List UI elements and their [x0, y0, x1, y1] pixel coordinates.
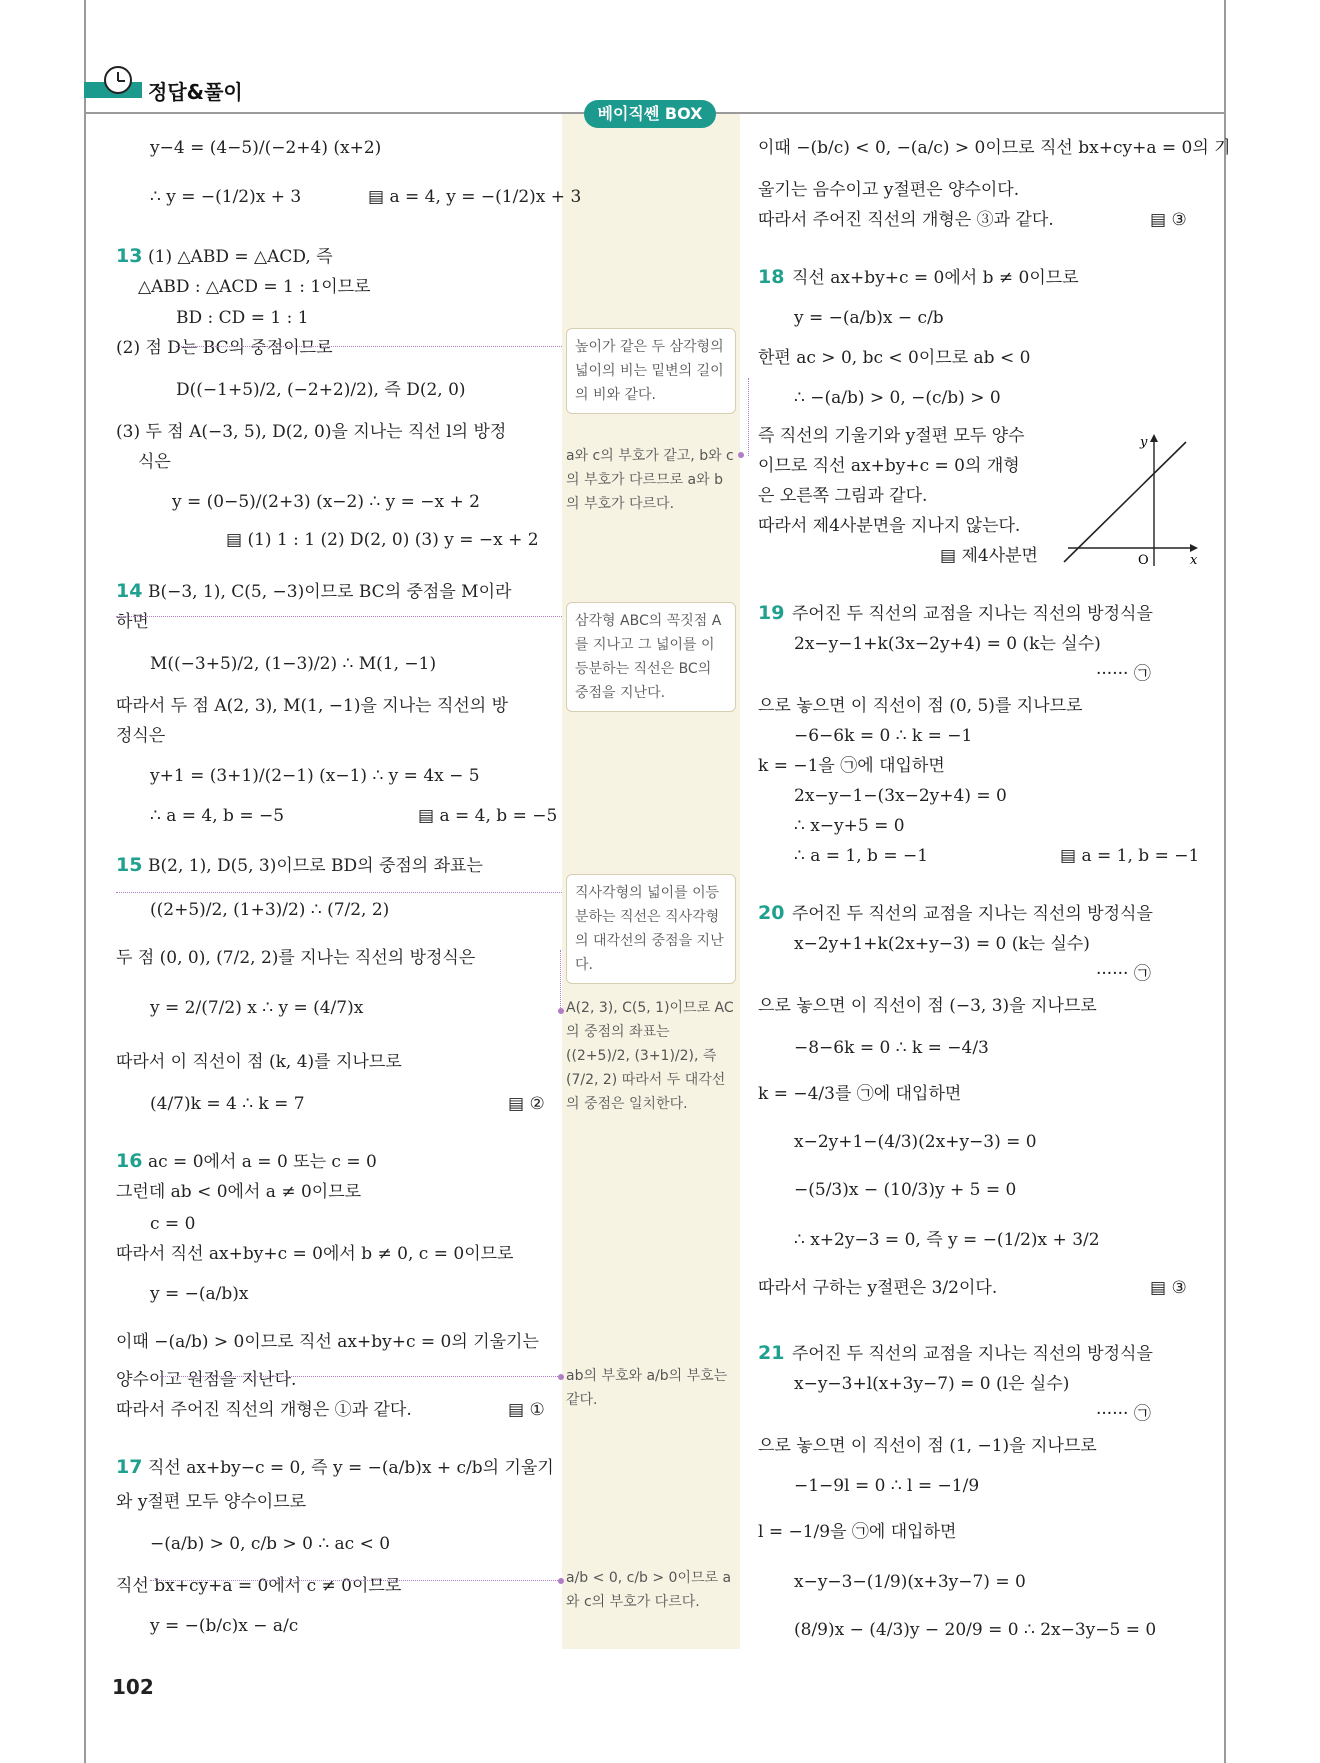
- solution-line: 양수이고 원점을 지난다.: [116, 1370, 297, 1390]
- solution-line: ······ ㉠: [1096, 1404, 1151, 1424]
- solution-line: 따라서 직선 ax+by+c = 0에서 b ≠ 0, c = 0이므로: [116, 1244, 514, 1264]
- x-axis-arrow-icon: [1190, 544, 1198, 552]
- answer-mark: ▤ (1) 1 : 1 (2) D(2, 0) (3) y = −x + 2: [226, 530, 539, 550]
- solution-line: ∴ y = −(1/2)x + 3: [150, 187, 302, 207]
- answer-mark: ▤ a = 1, b = −1: [1060, 846, 1200, 866]
- answer-mark: ▤ ③: [1150, 1278, 1187, 1298]
- solution-line: y = −(a/b)x: [150, 1284, 249, 1304]
- y-axis-label: y: [1140, 435, 1148, 450]
- answer-mark: ▤ a = 4, y = −(1/2)x + 3: [368, 187, 582, 207]
- solution-line: ······ ㉠: [1096, 664, 1151, 684]
- solution-line: 직선 ax+by−c = 0, 즉 y = −(a/b)x + c/b의 기울기: [148, 1458, 554, 1478]
- page-left-border: [84, 0, 86, 1763]
- answer-mark: ▤ a = 4, b = −5: [418, 806, 558, 826]
- side-note: ab의 부호와 a/b의 부호는 같다.: [566, 1368, 728, 1408]
- solution-line: ac = 0에서 a = 0 또는 c = 0: [148, 1152, 377, 1172]
- solution-line: k = −1을 ㉠에 대입하면: [758, 756, 945, 776]
- problem-number: 19: [758, 602, 785, 624]
- y-axis-arrow-icon: [1150, 434, 1158, 442]
- solution-line: y = (0−5)/(2+3) (x−2) ∴ y = −x + 2: [172, 492, 480, 512]
- answer-mark: ▤ 제4사분면: [940, 546, 1038, 566]
- solution-line: ∴ −(a/b) > 0, −(c/b) > 0: [794, 388, 1001, 408]
- solution-line: 따라서 두 점 A(2, 3), M(1, −1)을 지나는 직선의 방: [116, 696, 509, 716]
- note-connector: [150, 1580, 560, 1581]
- note-connector: [116, 892, 562, 893]
- problem-number: 13: [116, 245, 143, 267]
- side-note: a/b < 0, c/b > 0이므로 a와 c의 부호가 다르다.: [566, 1570, 732, 1610]
- problem-number: 16: [116, 1150, 143, 1172]
- solution-line: D((−1+5)/2, (−2+2)/2), 즉 D(2, 0): [176, 380, 466, 400]
- solution-line: 식은: [138, 452, 171, 472]
- solution-line: (1) △ABD = △ACD, 즉: [148, 247, 333, 267]
- solution-line: y = −(b/c)x − a/c: [150, 1616, 299, 1636]
- note-connector: [560, 950, 561, 1010]
- solution-line: y = −(a/b)x − c/b: [794, 308, 944, 328]
- solution-line: ∴ x+2y−3 = 0, 즉 y = −(1/2)x + 3/2: [794, 1230, 1100, 1250]
- solution-line: 울기는 음수이고 y절편은 양수이다.: [758, 180, 1020, 200]
- solution-line: ((2+5)/2, (1+3)/2) ∴ (7/2, 2): [150, 900, 390, 920]
- solution-line: ∴ a = 4, b = −5: [150, 806, 285, 826]
- solution-line: 즉 직선의 기울기와 y절편 모두 양수: [758, 426, 1025, 446]
- side-note: A(2, 3), C(5, 1)이므로 AC의 중점의 좌표는 ((2+5)/2, (3+1)/2), 즉 (7/2, 2) 따라서 두 대각선의 중점은 일치한다.: [566, 1000, 734, 1112]
- solution-line: BD : CD = 1 : 1: [176, 308, 309, 328]
- solution-line: x−y−3+l(x+3y−7) = 0 (l은 실수): [794, 1374, 1070, 1394]
- note-connector: [748, 378, 749, 456]
- side-note: a와 c의 부호가 같고, b와 c의 부호가 다르므로 a와 b의 부호가 다르다.: [566, 448, 734, 512]
- problem-number: 20: [758, 902, 785, 924]
- side-note: 삼각형 ABC의 꼭짓점 A를 지나고 그 넓이를 이등분하는 직선은 BC의 중점을 지난다.: [566, 602, 736, 712]
- page-right-border: [1224, 0, 1226, 1763]
- note-dot: [558, 1008, 564, 1014]
- solution-line: 으로 놓으면 이 직선이 점 (0, 5)를 지나므로: [758, 696, 1083, 716]
- solution-line: 따라서 이 직선이 점 (k, 4)를 지나므로: [116, 1052, 402, 1072]
- solution-line: x−2y+1−(4/3)(2x+y−3) = 0: [794, 1132, 1037, 1152]
- solution-line: 직선 ax+by+c = 0에서 b ≠ 0이므로: [792, 268, 1079, 288]
- solution-line: B(−3, 1), C(5, −3)이므로 BC의 중점을 M이라: [148, 582, 512, 602]
- solution-line: x−2y+1+k(2x+y−3) = 0 (k는 실수): [794, 934, 1090, 954]
- solution-line: 직선 bx+cy+a = 0에서 c ≠ 0이므로: [116, 1576, 402, 1596]
- solution-line: −(5/3)x − (10/3)y + 5 = 0: [794, 1180, 1017, 1200]
- solution-line: ······ ㉠: [1096, 964, 1151, 984]
- solution-line: ∴ x−y+5 = 0: [794, 816, 905, 836]
- solution-line: −(a/b) > 0, c/b > 0 ∴ ac < 0: [150, 1534, 391, 1554]
- solution-line: 하면: [116, 612, 149, 632]
- solution-line: M((−3+5)/2, (1−3)/2) ∴ M(1, −1): [150, 654, 437, 674]
- solution-line: −8−6k = 0 ∴ k = −4/3: [794, 1038, 989, 1058]
- problem-number: 21: [758, 1342, 785, 1364]
- solution-line: 2x−y−1−(3x−2y+4) = 0: [794, 786, 1007, 806]
- solution-line: (4/7)k = 4 ∴ k = 7: [150, 1094, 305, 1114]
- solution-line: 주어진 두 직선의 교점을 지나는 직선의 방정식을: [792, 1344, 1153, 1364]
- solution-line: 이때 −(a/b) > 0이므로 직선 ax+by+c = 0의 기울기는: [116, 1332, 539, 1352]
- solution-line: 으로 놓으면 이 직선이 점 (−3, 3)을 지나므로: [758, 996, 1097, 1016]
- answer-mark: ▤ ①: [508, 1400, 545, 1420]
- solution-line: (3) 두 점 A(−3, 5), D(2, 0)을 지나는 직선 l의 방정: [116, 422, 507, 442]
- solution-line: −1−9l = 0 ∴ l = −1/9: [794, 1476, 980, 1496]
- solution-line: 따라서 제4사분면을 지나지 않는다.: [758, 516, 1021, 536]
- solution-line: 따라서 구하는 y절편은 3/2이다.: [758, 1278, 998, 1298]
- solution-line: −6−6k = 0 ∴ k = −1: [794, 726, 973, 746]
- header-title: 정답&풀이: [148, 80, 243, 104]
- solution-line: l = −1/9을 ㉠에 대입하면: [758, 1522, 957, 1542]
- answer-mark: ▤ ②: [508, 1094, 545, 1114]
- solution-line: k = −4/3를 ㉠에 대입하면: [758, 1084, 962, 1104]
- solution-line: 주어진 두 직선의 교점을 지나는 직선의 방정식을: [792, 904, 1153, 924]
- solution-line: (8/9)x − (4/3)y − 20/9 = 0 ∴ 2x−3y−5 = 0: [794, 1620, 1157, 1640]
- solution-line: 따라서 주어진 직선의 개형은 ①과 같다.: [116, 1400, 412, 1420]
- solution-line: 정식은: [116, 726, 166, 746]
- solution-line: y−4 = (4−5)/(−2+4) (x+2): [150, 138, 382, 158]
- solution-line: B(2, 1), D(5, 3)이므로 BD의 중점의 좌표는: [148, 856, 483, 876]
- solution-line: 2x−y−1+k(3x−2y+4) = 0 (k는 실수): [794, 634, 1101, 654]
- line-graph: [1062, 430, 1202, 570]
- solution-line: y+1 = (3+1)/(2−1) (x−1) ∴ y = 4x − 5: [150, 766, 480, 786]
- solution-line: 그런데 ab < 0에서 a ≠ 0이므로: [116, 1182, 362, 1202]
- solution-line: △ABD : △ACD = 1 : 1이므로: [138, 277, 371, 297]
- note-connector: [160, 1376, 560, 1377]
- solution-line: 주어진 두 직선의 교점을 지나는 직선의 방정식을: [792, 604, 1153, 624]
- x-axis-label: x: [1190, 553, 1198, 568]
- graph-line: [1064, 442, 1186, 562]
- side-note: 높이가 같은 두 삼각형의 넓이의 비는 밑변의 길이의 비와 같다.: [566, 328, 736, 414]
- note-connector: [116, 616, 562, 617]
- solution-line: 따라서 주어진 직선의 개형은 ③과 같다.: [758, 210, 1054, 230]
- problem-number: 17: [116, 1456, 143, 1478]
- solution-line: 두 점 (0, 0), (7/2, 2)를 지나는 직선의 방정식은: [116, 948, 476, 968]
- solution-line: 이므로 직선 ax+by+c = 0의 개형: [758, 456, 1020, 476]
- clock-icon: [104, 66, 132, 94]
- basic-box-tab: 베이직쎈 BOX: [584, 100, 716, 128]
- note-dot: [558, 1578, 564, 1584]
- answer-mark: ▤ ③: [1150, 210, 1187, 230]
- solution-line: x−y−3−(1/9)(x+3y−7) = 0: [794, 1572, 1026, 1592]
- solution-line: 으로 놓으면 이 직선이 점 (1, −1)을 지나므로: [758, 1436, 1097, 1456]
- problem-number: 18: [758, 266, 785, 288]
- solution-line: 이때 −(b/c) < 0, −(a/c) > 0이므로 직선 bx+cy+a = 0의 기: [758, 138, 1231, 158]
- solution-line: 은 오른쪽 그림과 같다.: [758, 486, 928, 506]
- solution-line: c = 0: [150, 1214, 196, 1234]
- note-dot: [738, 452, 744, 458]
- solution-line: 와 y절편 모두 양수이므로: [116, 1492, 307, 1512]
- solution-line: 한편 ac > 0, bc < 0이므로 ab < 0: [758, 348, 1031, 368]
- solution-line: ∴ a = 1, b = −1: [794, 846, 929, 866]
- page-number: 102: [112, 1675, 154, 1699]
- origin-label: O: [1138, 553, 1149, 568]
- note-connector: [176, 346, 562, 347]
- solution-line: (2) 점 D는 BC의 중점이므로: [116, 338, 333, 358]
- note-dot: [558, 1374, 564, 1380]
- side-note: 직사각형의 넓이를 이등분하는 직선은 직사각형의 대각선의 중점을 지난다.: [566, 874, 736, 984]
- problem-number: 15: [116, 854, 143, 876]
- problem-number: 14: [116, 580, 143, 602]
- solution-line: y = 2/(7/2) x ∴ y = (4/7)x: [150, 998, 364, 1018]
